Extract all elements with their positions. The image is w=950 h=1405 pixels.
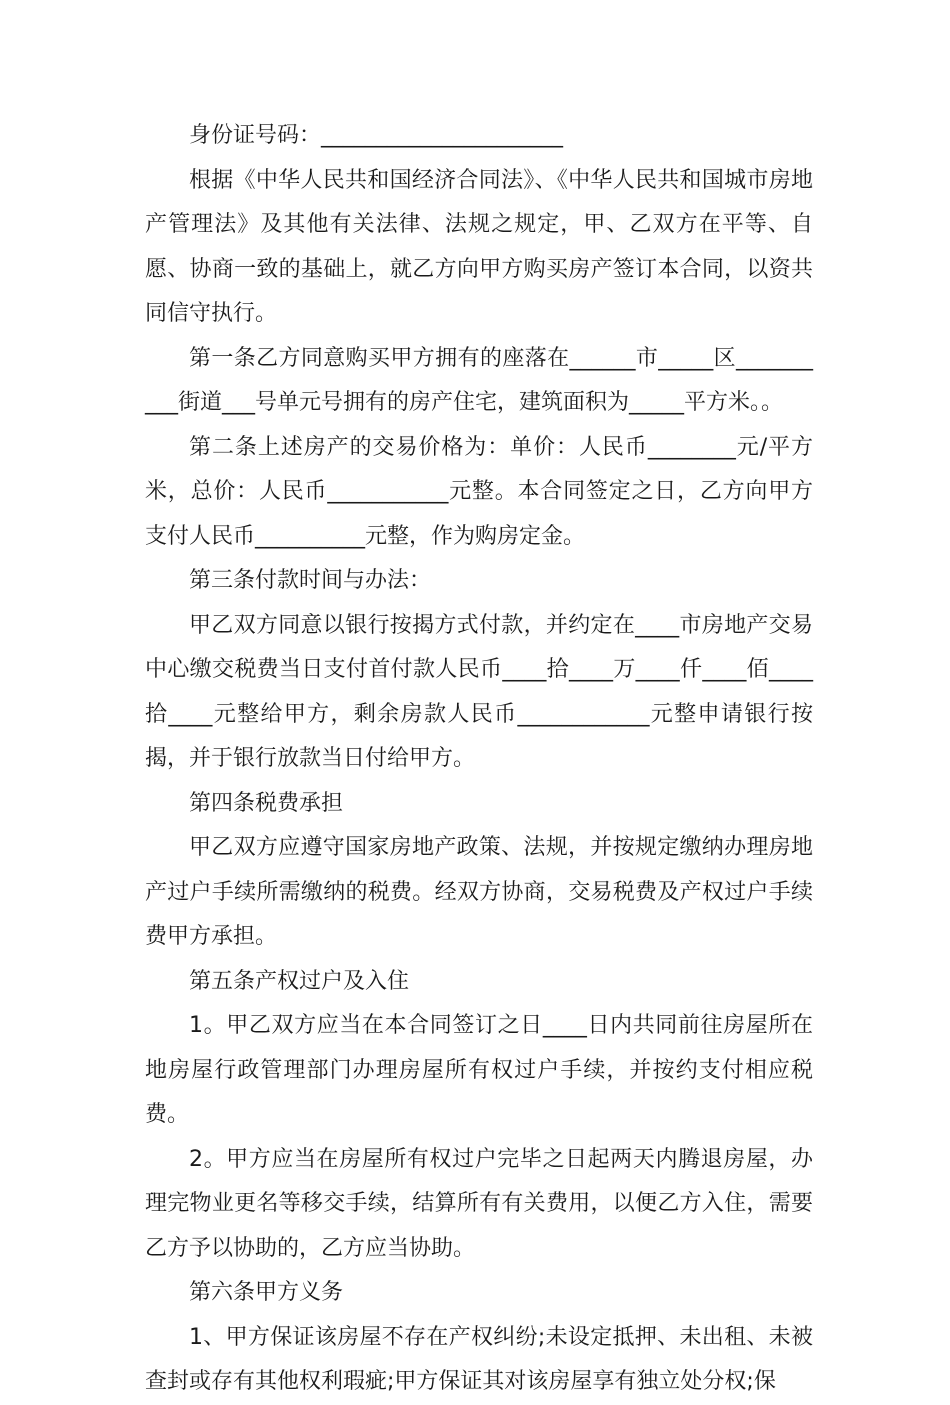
article-3-heading: 第三条付款时间与办法： <box>189 568 432 593</box>
article-5-item-2: 2。甲方应当在房屋所有权过户完毕之日起两天内腾退房屋，办理完物业更名等移交手续，结算所有有关费用，以便乙方入住，需要乙方予以协助的，乙方应当协助。 <box>145 1146 813 1261</box>
article-3-paragraph: 甲乙双方同意以银行按揭方式付款，并约定在____市房地产交易中心缴交税费当日支付首付款人民币____拾____万____仟____佰____拾____元整给甲方，剩余房款人民币____________元整申请银行按揭，并于银行放款当日付给甲方。 <box>145 612 813 771</box>
id-number-line: 身份证号码：______________________ <box>189 123 564 148</box>
article-4-paragraph: 甲乙双方应遵守国家房地产政策、法规，并按规定缴纳办理房地产过户手续所需缴纳的税费。经双方协商，交易税费及产权过户手续费甲方承担。 <box>145 835 813 949</box>
article-2-paragraph: 第二条上述房产的交易价格为：单价：人民币________元/平方米，总价：人民币___________元整。本合同签定之日，乙方向甲方支付人民币__________元整，作为购房定金。 <box>145 434 813 549</box>
preamble-paragraph: 根据《中华人民共和国经济合同法》、《中华人民共和国城市房地产管理法》及其他有关法律、法规之规定，甲、乙双方在平等、自愿、协商一致的基础上，就乙方向甲方购买房产签订本合同，以资共同信守执行。 <box>145 167 813 326</box>
article-1-paragraph: 第一条乙方同意购买甲方拥有的座落在______市_____区__________街道___号单元号拥有的房产住宅，建筑面积为_____平方米。。 <box>145 345 813 415</box>
article-6-heading: 第六条甲方义务 <box>189 1280 344 1305</box>
contract-body <box>145 114 813 1405</box>
article-4-heading: 第四条税费承担 <box>189 790 344 816</box>
article-5-heading: 第五条产权过户及入住 <box>189 968 410 994</box>
article-6-item-1: 1、甲方保证该房屋不存在产权纠纷;未设定抵押、未出租、未被查封或存有其他权利瑕疵;甲方保证其对该房屋享有独立处分权;保 <box>145 1324 813 1394</box>
article-5-item-1: 1。甲乙双方应当在本合同签订之日____日内共同前往房屋所在地房屋行政管理部门办理房屋所有权过户手续，并按约支付相应税费。 <box>145 1013 813 1127</box>
